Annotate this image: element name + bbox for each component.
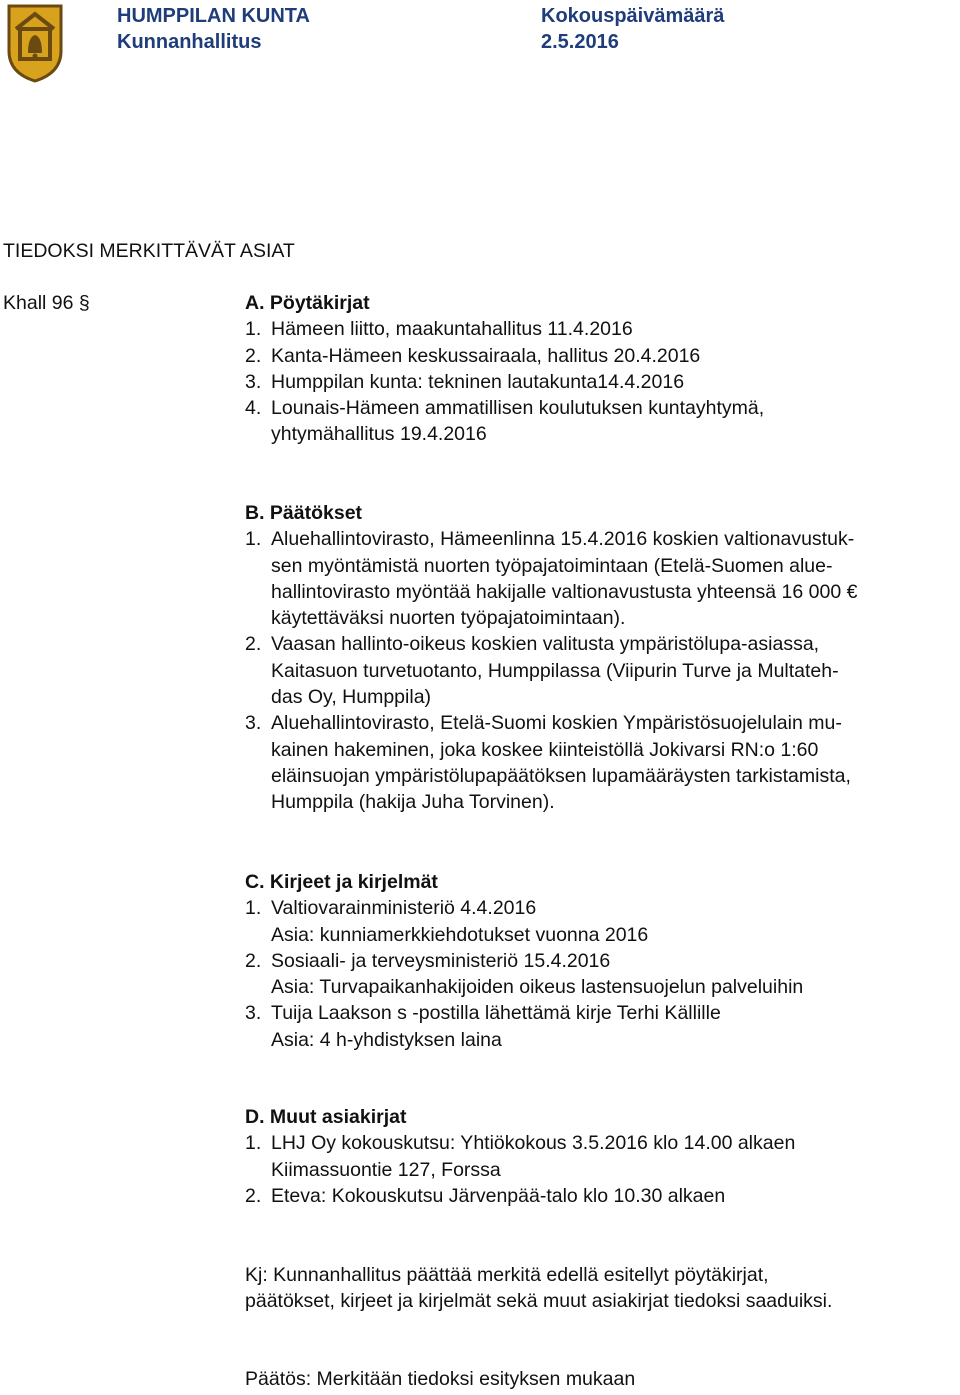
- meeting-date: 2.5.2016: [541, 31, 619, 53]
- section-title: TIEDOKSI MERKITTÄVÄT ASIAT: [3, 240, 295, 262]
- case-reference: Khall 96 §: [3, 292, 90, 314]
- list-item: 2. Vaasan hallinto-oikeus koskien valitusta ympäristölupa-asiassa,: [245, 633, 820, 656]
- meeting-date-label: Kokouspäivämäärä: [541, 5, 725, 27]
- decision: [245, 1366, 955, 1392]
- section-c-letters: C. Kirjeet ja kirjelmät 1. Valtiovarainministeriö 4.4.2016 Asia: kunniamerkkiehdotukset vuonna 2016 2. Sosiaali- ja terveysministeriö 15.4.2016 Asia: Turvapaikanhakijoiden oikeus lastensuojelun palveluihin 3. Tuija Laakson s -postilla lähettämä kirje Terhi Källille Asia: 4 h-yhdistyksen laina: [245, 869, 955, 1053]
- proposal: [245, 1262, 955, 1315]
- section-d-heading: D. Muut asiakirjat: [245, 1106, 407, 1128]
- list-item: 3. Aluehallintovirasto, Etelä-Suomi koskien Ympäristösuojelulain mu-: [245, 712, 842, 735]
- list-item: 2. Eteva: Kokouskutsu Järvenpää-talo klo 10.30 alkaen: [245, 1184, 726, 1207]
- proposal-line: Kj: Kunnanhallitus päättää merkitä edellä esitellyt pöytäkirjat,: [245, 1264, 769, 1286]
- list-item: 2. Sosiaali- ja terveysministeriö 15.4.2016: [245, 949, 611, 972]
- proposal-line: päätökset, kirjeet ja kirjelmät sekä muut asiakirjat tiedoksi saaduiksi.: [245, 1290, 833, 1313]
- municipal-crest-logo: [6, 3, 64, 83]
- section-d-other-documents: D. Muut asiakirjat 1. LHJ Oy kokouskutsu: Yhtiökokous 3.5.2016 klo 14.00 alkaen Kiimassuontie 127, Forssa 2. Eteva: Kokouskutsu Järvenpää-talo klo 10.30 alkaen: [245, 1104, 955, 1209]
- list-item: 4. Lounais-Hämeen ammatillisen koulutuksen kuntayhtymä,: [245, 397, 765, 420]
- section-a-minutes: A. Pöytäkirjat 1. Hämeen liitto, maakuntahallitus 11.4.2016 2. Kanta-Hämeen keskussairaala, hallitus 20.4.2016 3. Humppilan kunta: tekninen lautakunta14.4.2016 4. Lounais-Hämeen ammatillisen koulutuksen kuntayhtymä, yhtymähallitus 19.4.2016: [245, 290, 955, 448]
- list-item: 1. Valtiovarainministeriö 4.4.2016: [245, 897, 537, 920]
- list-item: 1. Hämeen liitto, maakuntahallitus 11.4.2016: [245, 318, 633, 341]
- section-c-heading: C. Kirjeet ja kirjelmät: [245, 871, 438, 893]
- list-item: 1. Aluehallintovirasto, Hämeenlinna 15.4.2016 koskien valtionavustuk-: [245, 528, 855, 551]
- section-b-decisions: B. Päätökset 1. Aluehallintovirasto, Hämeenlinna 15.4.2016 koskien valtionavustuk- sen myöntämistä nuorten työpajatoimintaan (Etelä-Suomen alue- hallintovirasto myöntää hakijalle valtionavustusta yhteensä 16 000 € käytettäväksi nuorten työpajatoimintaan). 2. Vaasan hallinto-oikeus koskien valitusta ympäristölupa-asiassa, Kaitasuon turvetuotanto, Humppilassa (Viipurin Turve ja Multateh- das Oy, Humppila) 3. Aluehallintovirasto, Etelä-Suomi koskien Ympäristösuojelulain mu- kainen hakeminen, joka koskee kiinteistöllä Jokivarsi RN:o 1:60 eläinsuojan ympäristölupapäätöksen lupamääräysten tarkistamista, Humppila (hakija Juha Torvinen).: [245, 500, 955, 816]
- section-a-heading: A. Pöytäkirjat: [245, 292, 370, 314]
- list-item: 3. Humppilan kunta: tekninen lautakunta14.4.2016: [245, 370, 685, 393]
- municipality-name: HUMPPILAN KUNTA: [117, 5, 310, 27]
- list-item: 3. Tuija Laakson s -postilla lähettämä kirje Terhi Källille: [245, 1002, 721, 1025]
- section-b-heading: B. Päätökset: [245, 502, 363, 524]
- list-item: 1. LHJ Oy kokouskutsu: Yhtiökokous 3.5.2016 klo 14.00 alkaen: [245, 1132, 796, 1155]
- decision-text: Päätös: Merkitään tiedoksi esityksen mukaan: [245, 1368, 636, 1390]
- list-item: 2. Kanta-Hämeen keskussairaala, hallitus 20.4.2016: [245, 344, 701, 367]
- board-name: Kunnanhallitus: [117, 31, 262, 53]
